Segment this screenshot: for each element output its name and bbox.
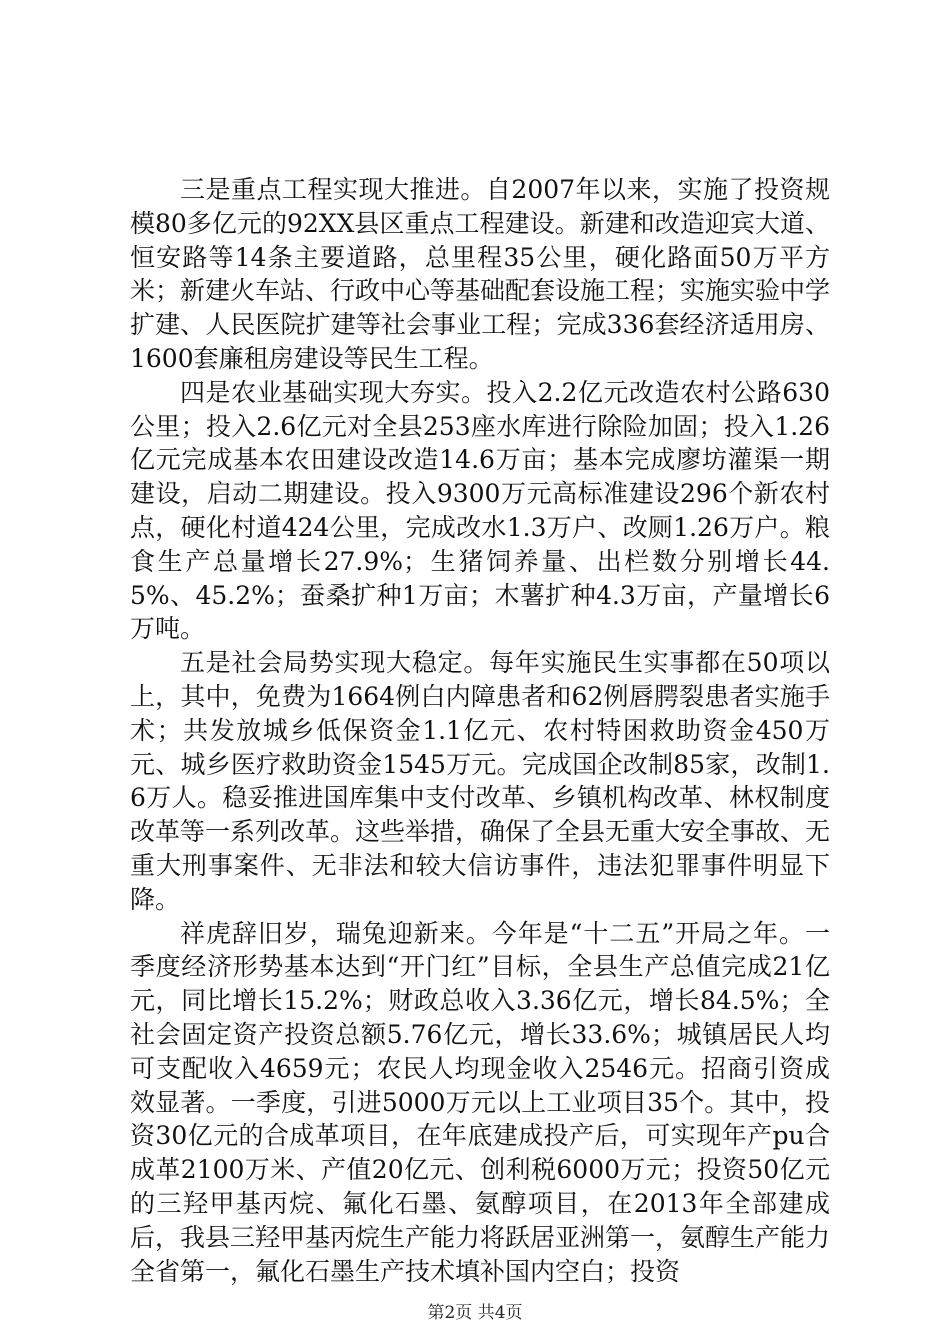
page-number-footer: 第2页 共4页 (427, 1303, 523, 1323)
paragraph-first-quarter: 祥虎辞旧岁，瑞兔迎新来。今年是“十二五”开局之年。一季度经济形势基本达到“开门红”目标，全县生产总值完成21亿元，同比增长15.2%；财政总收入3.36亿元，增长84.5%；全社会固定资产投资总额5.76亿元，增长33.6%；城镇居民人均可支配收入4659元；农民人均现金收入2546元。招商引资成效显著。一季度，引进5000万元以上工业项目35个。其中，投资30亿元的合成革项目，在年底建成投产后，可实现年产pu合成革2100万米、产值20亿元、创利税6000万元；投资50亿元的三羟甲基丙烷、氟化石墨、氨醇项目，在2013年全部建成后，我县三羟甲基丙烷生产能力将跃居亚洲第一，氨醇生产能力全省第一，氟化石墨生产技术填补国内空白；投资 (130, 918, 831, 1286)
paragraph-key-projects: 三是重点工程实现大推进。自2007年以来，实施了投资规模80多亿元的92XX县区重点工程建设。新建和改造迎宾大道、恒安路等14条主要道路，总里程35公里，硬化路面50万平方米；新建火车站、行政中心等基础配套设施工程；实施实验中学扩建、人民医院扩建等社会事业工程；完成336套经济适用房、1600套廉租房建设等民生工程。 (130, 175, 831, 373)
paragraph-agriculture: 四是农业基础实现大夯实。投入2.2亿元改造农村公路630公里；投入2.6亿元对全县253座水库进行除险加固；投入1.26亿元完成基本农田建设改造14.6万亩；基本完成廖坊灌渠一期建设，启动二期建设。投入9300万元高标准建设296个新农村点，硬化村道424公里，完成改水1.3万户、改厕1.26万户。粮食生产总量增长27.9%；生猪饲养量、出栏数分别增长44.5%、45.2%；蚕桑扩种1万亩；木薯扩种4.3万亩，产量增长6万吨。 (130, 377, 830, 644)
paragraph-social-stability: 五是社会局势实现大稳定。每年实施民生实事都在50项以上，其中，免费为1664例白内障患者和62例唇腭裂患者实施手术；共发放城乡低保资金1.1亿元、农村特困救助资金450万元、城乡医疗救助资金1545万元。完成国企改制85家，改制1.6万人。稳妥推进国库集中支付改革、乡镇机构改革、林权制度改革等一系列改革。这些举措，确保了全县无重大安全事故、无重大刑事案件、无非法和较大信访事件，违法犯罪事件明显下降。 (130, 648, 831, 914)
document-body (130, 173, 830, 1288)
